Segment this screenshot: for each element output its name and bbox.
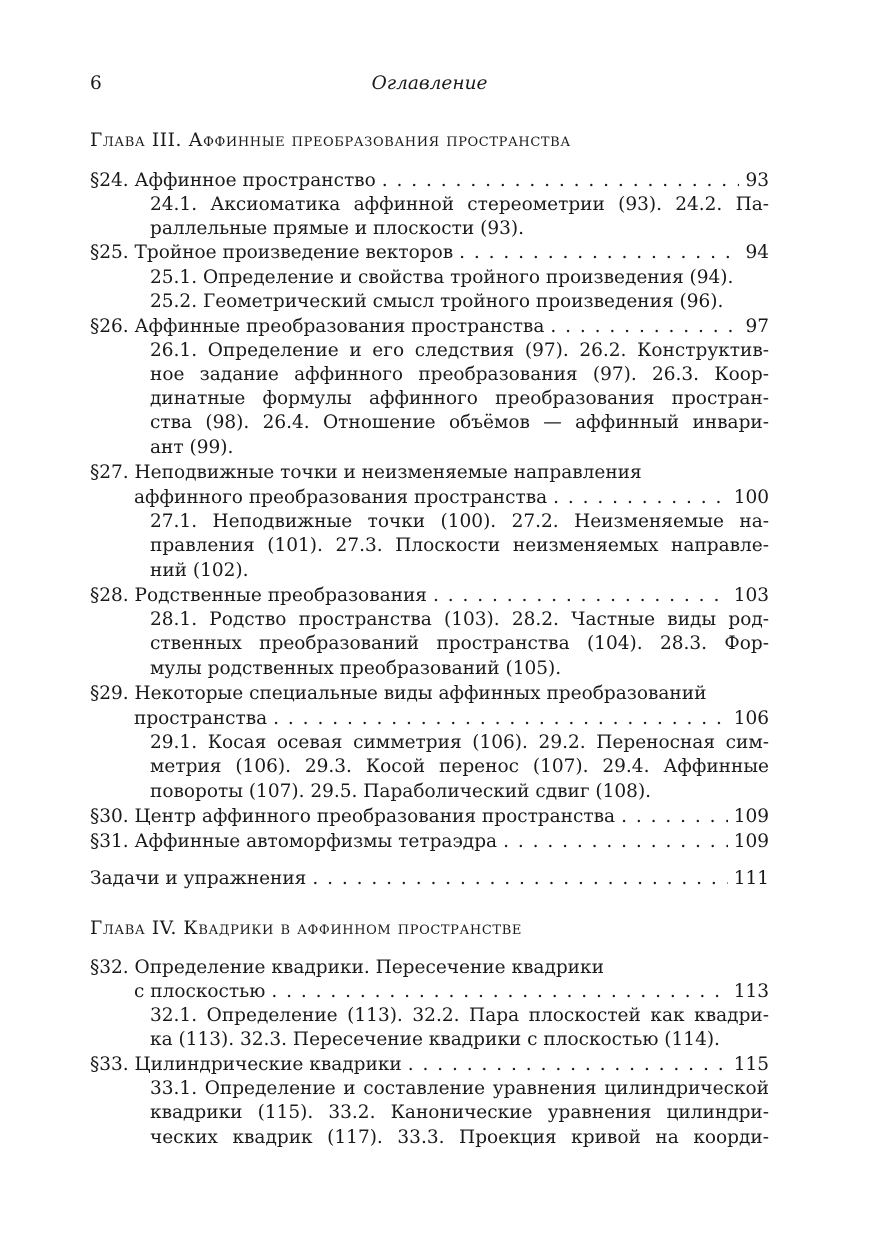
- entry-page: 109: [733, 831, 769, 852]
- toc-entry-s25[interactable]: [90, 240, 769, 265]
- subsection-line: 27.1. Неподвижные точки (100). 27.2. Неизменяемые на-: [150, 511, 769, 532]
- entry-title: с плоскостью: [134, 981, 266, 1002]
- entry-page: 97: [745, 316, 769, 337]
- subsection-line: ант (99).: [150, 437, 234, 458]
- entry-page: 111: [733, 868, 769, 889]
- subsection-line: квадрики (115). 33.2. Канонические уравнения цилиндри-: [150, 1102, 769, 1123]
- subsection-line: 25.1. Определение и свойства тройного произведения (94).: [150, 267, 734, 288]
- subsection-line: ства (98). 26.4. Отношение объёмов — аффинный инвари-: [150, 412, 769, 433]
- running-title: Оглавление: [371, 73, 488, 94]
- entry-page: 94: [745, 242, 769, 263]
- subsection-line: ственных преобразований пространства (104). 28.3. Фор-: [150, 633, 769, 654]
- subsection-line: динатные формулы аффинного преобразования простран-: [150, 388, 769, 409]
- entry-title: §24. Аффинное пространство: [90, 170, 376, 191]
- running-head: [90, 73, 769, 99]
- entry-page: 103: [733, 585, 769, 606]
- subsection-line: повороты (107). 29.5. Параболический сдвиг (108).: [150, 781, 652, 802]
- toc-entry-s27-line2[interactable]: [90, 485, 769, 510]
- subsection-line: 32.1. Определение (113). 32.2. Пара плоскостей как квадри-: [150, 1005, 769, 1026]
- subsection-line: ний (102).: [150, 560, 249, 581]
- subsection-line: 24.1. Аксиоматика аффинной стереометрии (93). 24.2. Па-: [150, 194, 769, 215]
- subsection-line: 26.1. Определение и его следствия (97). 26.2. Конструктив-: [150, 340, 769, 361]
- subsection-line: ка (113). 32.3. Пересечение квадрики с плоскостью (114).: [150, 1029, 720, 1050]
- entry-page: 113: [733, 981, 769, 1002]
- chapter-title: Глава III. Аффинные преобразования пространства: [90, 130, 571, 151]
- toc-entry-s33[interactable]: [90, 1052, 769, 1077]
- entry-title: пространства: [134, 708, 268, 729]
- page-number: 6: [90, 73, 102, 94]
- toc-entry-s30[interactable]: [90, 804, 769, 829]
- subsection-line: ное задание аффинного преобразования (97). 26.3. Коор-: [150, 364, 769, 385]
- subsection-line: 29.1. Косая осевая симметрия (106). 29.2. Переносная сим-: [150, 732, 769, 753]
- toc-entry-exercises[interactable]: [90, 866, 769, 891]
- subsection-line: метрия (106). 29.3. Косой перенос (107). 29.4. Аффинные: [150, 756, 769, 777]
- toc-entry-s27-line1[interactable]: §27. Неподвижные точки и неизменяемые направления: [90, 462, 642, 483]
- toc-entry-s29-line1[interactable]: §29. Некоторые специальные виды аффинных преобразований: [90, 683, 707, 704]
- subsection-line: 33.1. Определение и составление уравнения цилиндрической: [150, 1078, 769, 1099]
- entry-title: §30. Центр аффинного преобразования пространства: [90, 806, 616, 827]
- entry-title: §31. Аффинные автоморфизмы тетраэдра: [90, 831, 498, 852]
- toc-entry-s32-line1[interactable]: §32. Определение квадрики. Пересечение квадрики: [90, 957, 604, 978]
- subsection-line: мулы родственных преобразований (105).: [150, 658, 562, 679]
- entry-title: §33. Цилиндрические квадрики: [90, 1054, 402, 1075]
- toc-entry-s32-line2[interactable]: [90, 979, 769, 1004]
- entry-title: §25. Тройное произведение векторов: [90, 242, 454, 263]
- entry-page: 100: [733, 487, 769, 508]
- toc-entry-s29-line2[interactable]: [90, 706, 769, 731]
- subsection-line: раллельные прямые и плоскости (93).: [150, 218, 524, 239]
- entry-page: 115: [733, 1054, 769, 1075]
- entry-title: §28. Родственные преобразования: [90, 585, 427, 606]
- toc-entry-s28[interactable]: [90, 583, 769, 608]
- subsection-line: 28.1. Родство пространства (103). 28.2. Частные виды род-: [150, 609, 769, 630]
- entry-title: аффинного преобразования пространства: [134, 487, 548, 508]
- subsection-line: правления (101). 27.3. Плоскости неизменяемых направле-: [150, 535, 769, 556]
- entry-page: 106: [733, 708, 769, 729]
- subsection-line: ческих квадрик (117). 33.3. Проекция кривой на коорди-: [150, 1127, 769, 1148]
- chapter-title: Глава IV. Квадрики в аффинном пространстве: [90, 918, 522, 939]
- subsection-line: 25.2. Геометрический смысл тройного произведения (96).: [150, 291, 724, 312]
- entry-page: 93: [745, 170, 769, 191]
- toc-entry-s24[interactable]: [90, 168, 769, 193]
- toc-entry-s26[interactable]: [90, 314, 769, 339]
- entry-page: 109: [733, 806, 769, 827]
- entry-title: Задачи и упражнения: [90, 868, 307, 889]
- toc-entry-s31[interactable]: [90, 829, 769, 854]
- entry-title: §26. Аффинные преобразования пространства: [90, 316, 545, 337]
